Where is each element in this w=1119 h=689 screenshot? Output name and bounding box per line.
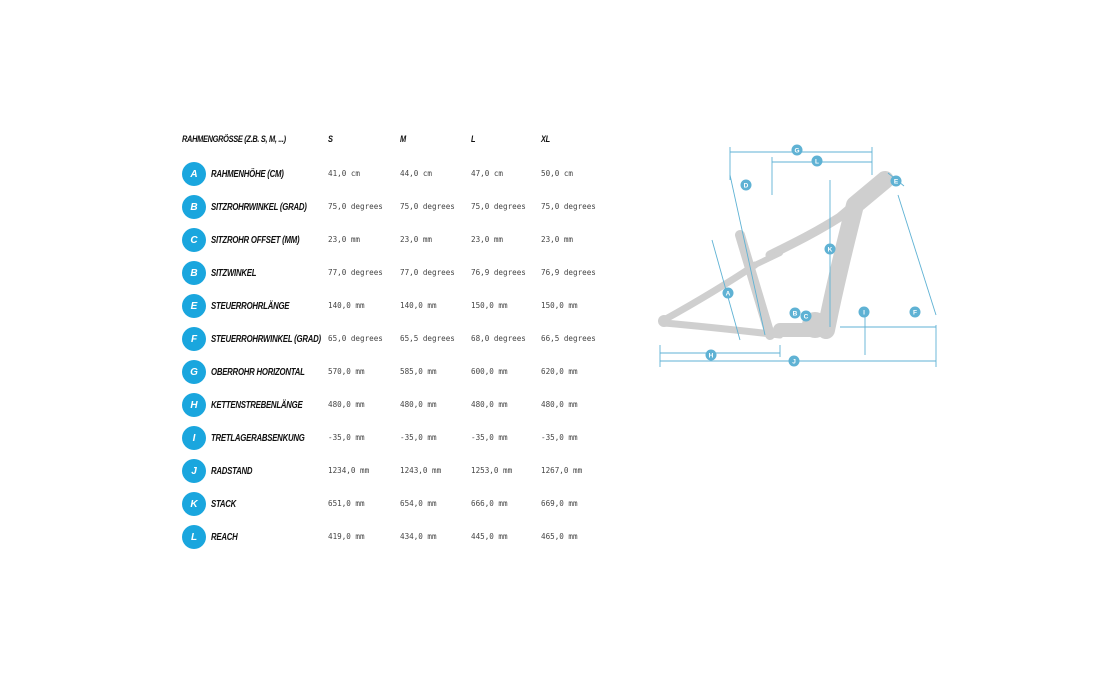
value-cell: 140,0 mm (328, 301, 365, 310)
svg-text:K: K (827, 246, 833, 254)
value-cell: 23,0 mm (328, 235, 361, 244)
row-label: SITZWINKEL (211, 267, 257, 279)
row-label: TRETLAGERABSENKUNG (211, 432, 305, 444)
size-header-m: M (400, 134, 406, 145)
table-row (182, 261, 622, 285)
value-cell: -35,0 mm (400, 433, 437, 442)
svg-text:G: G (794, 147, 800, 155)
value-cell: 1253,0 mm (471, 466, 513, 475)
size-header-xl: XL (541, 134, 550, 145)
row-letter-badge: A (182, 162, 206, 186)
size-header-label: RAHMENGRÖSSE (Z.B. S, M, ...) (182, 134, 286, 145)
marker-d (741, 180, 752, 191)
value-cell: 65,5 degrees (400, 334, 455, 343)
marker-b (790, 308, 801, 319)
svg-text:D: D (743, 182, 749, 190)
value-cell: 75,0 degrees (541, 202, 596, 211)
value-cell: 66,5 degrees (541, 334, 596, 343)
value-cell: 44,0 cm (400, 169, 433, 178)
size-header-l: L (471, 134, 476, 145)
row-label: REACH (211, 531, 238, 543)
svg-text:C: C (803, 313, 809, 321)
row-letter-badge: G (182, 360, 206, 384)
table-row (182, 492, 622, 516)
marker-i (859, 307, 870, 318)
svg-text:J: J (792, 358, 796, 366)
table-row (182, 525, 622, 549)
svg-text:E: E (893, 178, 899, 186)
row-label: RAHMENHÖHE (CM) (211, 168, 284, 180)
row-label: SITZROHR OFFSET (MM) (211, 234, 300, 246)
svg-text:A: A (725, 290, 731, 298)
value-cell: 47,0 cm (471, 169, 504, 178)
row-letter-badge: E (182, 294, 206, 318)
value-cell: -35,0 mm (541, 433, 578, 442)
value-cell: 465,0 mm (541, 532, 578, 541)
table-row (182, 162, 622, 186)
table-row (182, 327, 622, 351)
table-row (182, 360, 622, 384)
row-letter-badge: C (182, 228, 206, 252)
marker-a (723, 288, 734, 299)
value-cell: 140,0 mm (400, 301, 437, 310)
row-letter-badge: B (182, 195, 206, 219)
value-cell: 65,0 degrees (328, 334, 383, 343)
value-cell: 445,0 mm (471, 532, 508, 541)
svg-text:H: H (708, 352, 714, 360)
table-row (182, 294, 622, 318)
value-cell: -35,0 mm (328, 433, 365, 442)
row-label: KETTENSTREBENLÄNGE (211, 399, 303, 411)
table-row (182, 459, 622, 483)
marker-l (812, 156, 823, 167)
row-letter-badge: B (182, 261, 206, 285)
value-cell: 50,0 cm (541, 169, 574, 178)
svg-text:F: F (913, 309, 917, 317)
value-cell: 23,0 mm (471, 235, 504, 244)
value-cell: 77,0 degrees (328, 268, 383, 277)
svg-text:L: L (815, 158, 819, 166)
value-cell: 480,0 mm (400, 400, 437, 409)
value-cell: 77,0 degrees (400, 268, 455, 277)
value-cell: -35,0 mm (471, 433, 508, 442)
value-cell: 654,0 mm (400, 499, 437, 508)
row-letter-badge: F (182, 327, 206, 351)
value-cell: 75,0 degrees (471, 202, 526, 211)
marker-k (825, 244, 836, 255)
value-cell: 600,0 mm (471, 367, 508, 376)
value-cell: 1234,0 mm (328, 466, 370, 475)
value-cell: 150,0 mm (471, 301, 508, 310)
value-cell: 23,0 mm (541, 235, 574, 244)
value-cell: 76,9 degrees (471, 268, 526, 277)
row-letter-badge: L (182, 525, 206, 549)
value-cell: 585,0 mm (400, 367, 437, 376)
value-cell: 669,0 mm (541, 499, 578, 508)
value-cell: 480,0 mm (471, 400, 508, 409)
row-letter-badge: J (182, 459, 206, 483)
value-cell: 23,0 mm (400, 235, 433, 244)
value-cell: 666,0 mm (471, 499, 508, 508)
value-cell: 75,0 degrees (328, 202, 383, 211)
size-header-s: S (328, 134, 333, 145)
marker-e (891, 176, 902, 187)
value-cell: 41,0 cm (328, 169, 361, 178)
table-row (182, 228, 622, 252)
row-label: RADSTAND (211, 465, 253, 477)
value-cell: 570,0 mm (328, 367, 365, 376)
value-cell: 150,0 mm (541, 301, 578, 310)
value-cell: 1243,0 mm (400, 466, 442, 475)
table-row (182, 393, 622, 417)
value-cell: 1267,0 mm (541, 466, 583, 475)
table-row (182, 195, 622, 219)
table-row (182, 426, 622, 450)
bike-frame-silhouette (658, 180, 885, 338)
row-letter-badge: H (182, 393, 206, 417)
value-cell: 419,0 mm (328, 532, 365, 541)
row-label: STACK (211, 498, 237, 510)
row-label: STEUERROHRLÄNGE (211, 300, 290, 312)
value-cell: 620,0 mm (541, 367, 578, 376)
value-cell: 434,0 mm (400, 532, 437, 541)
svg-text:I: I (863, 309, 865, 317)
row-label: STEUERROHRWINKEL (GRAD) (211, 333, 321, 345)
marker-j (789, 356, 800, 367)
value-cell: 651,0 mm (328, 499, 365, 508)
value-cell: 75,0 degrees (400, 202, 455, 211)
row-letter-badge: K (182, 492, 206, 516)
row-letter-badge: I (182, 426, 206, 450)
value-cell: 480,0 mm (541, 400, 578, 409)
svg-text:B: B (792, 310, 798, 318)
row-label: SITZROHRWINKEL (GRAD) (211, 201, 307, 213)
marker-h (706, 350, 717, 361)
row-label: OBERROHR HORIZONTAL (211, 366, 305, 378)
marker-c (801, 311, 812, 322)
value-cell: 480,0 mm (328, 400, 365, 409)
value-cell: 68,0 degrees (471, 334, 526, 343)
frame-geometry-diagram (640, 135, 950, 375)
marker-f (910, 307, 921, 318)
marker-g (792, 145, 803, 156)
value-cell: 76,9 degrees (541, 268, 596, 277)
